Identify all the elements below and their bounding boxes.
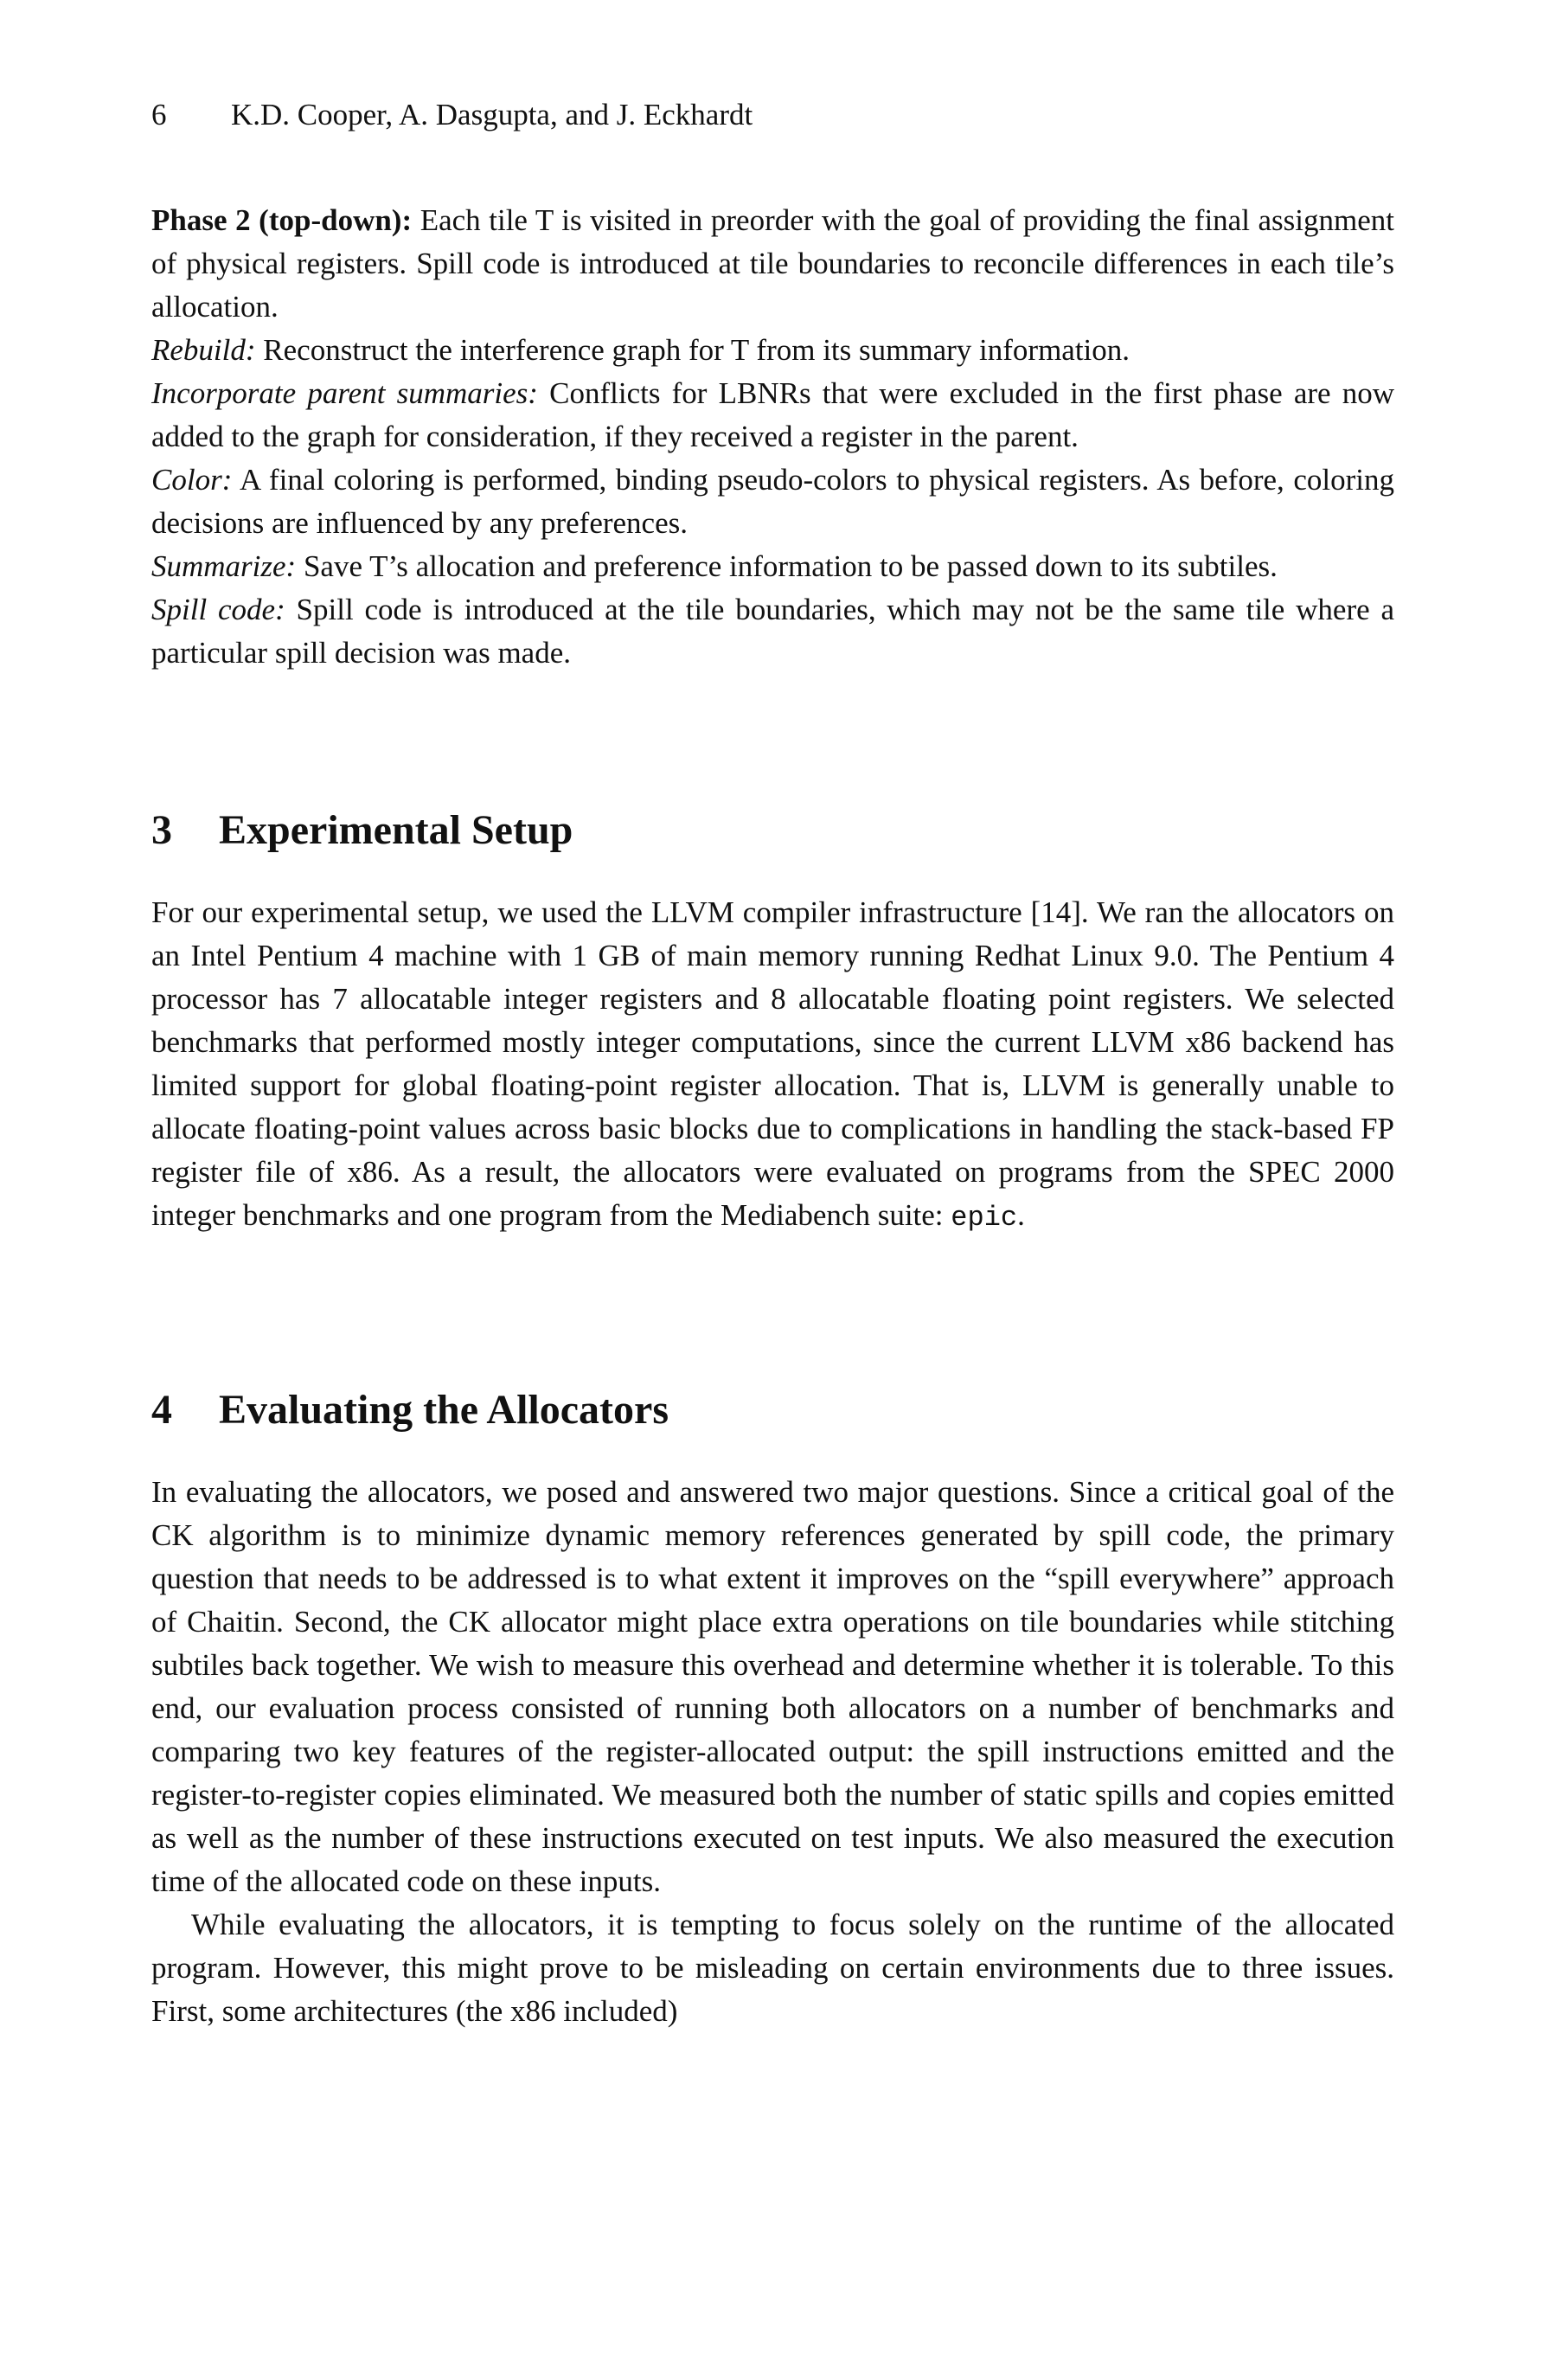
section-4-heading: 4 Evaluating the Allocators [151, 1387, 669, 1433]
code-epic: epic [951, 1202, 1018, 1234]
step-rebuild: Rebuild: Reconstruct the interference graph for T from its summary information. [151, 333, 1130, 367]
paragraph: While evaluating the allocators, it is tempting to focus solely on the runtime of the allocated program. However, this might prove to be misleading on certain environments due to three issues. First, some architectures (the x86 included) [151, 1908, 1394, 2028]
section-3-heading: 3 Experimental Setup [151, 807, 573, 853]
authors: K.D. Cooper, A. Dasgupta, and J. Eckhardt [231, 98, 753, 132]
phase2-title: Phase 2 (top-down): [151, 203, 413, 237]
step-color: Color: A final coloring is performed, binding pseudo-colors to physical registers. As before, coloring decisions are influenced by any preferences. [151, 463, 1394, 540]
page-number: 6 [151, 98, 167, 132]
step-spill-code: Spill code: Spill code is introduced at the tile boundaries, which may not be the same tile where a particular spill decision was made. [151, 593, 1394, 670]
paragraph: In evaluating the allocators, we posed and answered two major questions. Since a critical goal of the CK algorithm is to minimize dynamic memory references generated by spill code, the primary question that needs to be addressed is to what extent it improves on the “spill everywhere” approach of Chaitin. Second, the CK allocator might place extra operations on tile boundaries while stitching subtiles back together. We wish to measure this overhead and determine whether it is tolerable. To this end, our evaluation process consisted of running both allocators on a number of benchmarks and comparing two key features of the register-allocated output: the spill instructions emitted and the register-to-register copies eliminated. We measured both the number of static spills and copies emitted as well as the number of these instructions executed on test inputs. We also measured the execution time of the allocated code on these inputs. [151, 1475, 1394, 1898]
phase2-intro: Phase 2 (top-down): Each tile T is visited in preorder with the goal of providing the final assignment of physical registers. Spill code is introduced at tile boundaries to reconcile differences in each tile’s allocation. [151, 203, 1394, 324]
phase2-block [151, 199, 1394, 675]
paragraph: For our experimental setup, we used the LLVM compiler infrastructure [14]. We ran the allocators on an Intel Pentium 4 machine with 1 GB of main memory running Redhat Linux 9.0. The Pentium 4 processor has 7 allocatable integer registers and 8 allocatable floating point registers. We selected benchmarks that performed mostly integer computations, since the current LLVM x86 backend has limited support for global floating-point register allocation. That is, LLVM is generally unable to allocate floating-point values across basic blocks due to complications in handling the stack-based FP register file of x86. As a result, the allocators were evaluated on programs from the SPEC 2000 integer benchmarks and one program from the Mediabench suite: epic. [151, 895, 1394, 1234]
section-4-body [151, 1471, 1394, 2033]
section-3-body [151, 891, 1394, 1240]
step-summarize: Summarize: Save T’s allocation and preference information to be passed down to its subtiles. [151, 549, 1278, 583]
step-incorporate: Incorporate parent summaries: Conflicts for LBNRs that were excluded in the first phase are now added to the graph for consideration, if they received a register in the parent. [151, 376, 1394, 453]
running-header [151, 93, 753, 137]
